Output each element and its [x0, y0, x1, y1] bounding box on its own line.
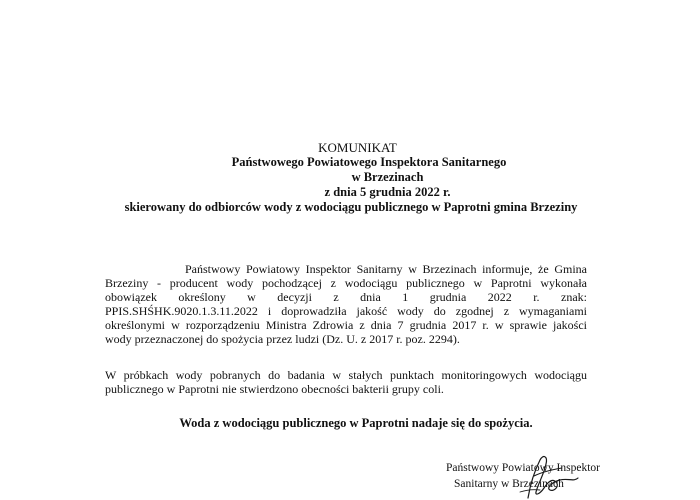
document-addressee: skierowany do odbiorców wody z wodociągu publicznego w Paprotni gmina Brzeziny [124, 200, 578, 214]
paragraph-line: W próbkach wody pobranych do badania w stałych punktach monitoringowych wodociągu [105, 368, 587, 382]
paragraph-line: PPIS.SHŚHK.9020.1.3.11.2022 i doprowadziła jakość wody do zgodnej z wymaganiami [105, 304, 587, 318]
conclusion-text: Woda z wodociągu publicznego w Paprotni nadaje się do spożycia. [179, 416, 533, 430]
paragraph-line: Brzeziny - producent wody pochodzącej z wodociągu publicznego w Paprotni wykonała [105, 276, 587, 290]
issuer-location: w Brzezinach [351, 170, 424, 184]
paragraph-line: obowiązek określony w decyzji z dnia 1 grudnia 2022 r. znak: [105, 290, 587, 304]
issuer-line: Państwowego Powiatowego Inspektora Sanitarnego [231, 155, 507, 169]
document-header [0, 140, 700, 215]
document-title: KOMUNIKAT [318, 140, 397, 155]
stamp-line: Sanitarny w Brzezinach [454, 478, 564, 490]
stamp-line: Państwowy Powiatowy Inspektor [446, 462, 600, 474]
paragraph-line: określonymi w rozporządzeniu Ministra Zdrowia z dnia 7 grudnia 2017 r. w sprawie jakości [105, 318, 587, 332]
paragraph-line: wody przeznaczonej do spożycia przez ludzi (Dz. U. z 2017 r. poz. 2294). [105, 332, 460, 346]
paragraph-line: publicznego w Paprotni nie stwierdzono obecności bakterii grupy coli. [105, 382, 444, 396]
paragraph-sample-results [105, 368, 587, 396]
conclusion-statement [0, 416, 700, 431]
paragraph-inspection-info [105, 262, 587, 346]
paragraph-line: Państwowy Powiatowy Inspektor Sanitarny w Brzezinach informuje, że Gmina [185, 262, 587, 276]
document-date: z dnia 5 grudnia 2022 r. [324, 185, 451, 199]
official-stamp [438, 458, 608, 500]
